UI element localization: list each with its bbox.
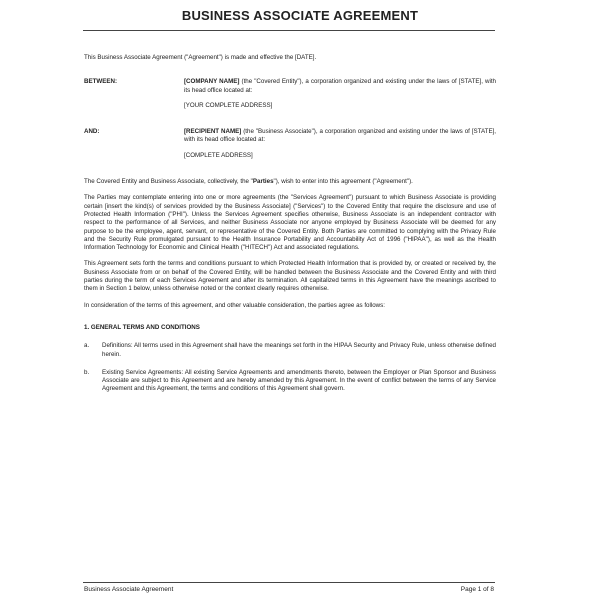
item-definitions: Definitions: All terms used in this Agreement shall have the meanings set forth in the HIPAA Security and Privacy Rule, unless otherwise defined herein. — [102, 342, 496, 358]
item-marker: b. — [84, 368, 90, 376]
between-name: [COMPANY NAME] — [184, 78, 240, 86]
document-title: BUSINESS ASSOCIATE AGREEMENT — [181, 8, 419, 23]
and-label: AND: — [84, 128, 100, 136]
footer-page-number: Page 1 of 8 — [460, 586, 494, 593]
parties-paragraph — [84, 178, 496, 186]
between-address: [YOUR COMPLETE ADDRESS] — [184, 101, 273, 109]
parties-post: "), wish to enter into this agreement ("Agreement"). — [273, 178, 413, 186]
services-paragraph: The Parties may contemplate entering into one or more agreements (the "Services Agreement") pursuant to which Business Associate is providing certain [insert the kind(s) of services provided by the Business Associate] ("Services") to the Covered Entity that require the disclosure and use of Protected Health Information ("PHI"). Unless the Services Agreement specifies otherwise, Business Associate is an independent contractor with respect to the performance of all Services, and neither Business Associate nor anyone employed by Business Associate will be deemed for any purpose to be the employee, agent, servant, or representative of the Covered Entity. Both Parties are committed to complying with the Privacy Rule and the Security Rule promulgated pursuant to the Health Insurance Portability and Accountability Act of 1996 ("HIPAA"), as well as the Health Information Technology for Economic and Clinical Health ("HITECH") Act and associated regulations. — [84, 194, 496, 252]
parties-pre: The Covered Entity and Business Associate, collectively, the " — [84, 178, 253, 186]
list-item — [84, 342, 496, 359]
item-existing-agreements: Existing Service Agreements: All existing Service Agreements and amendments thereto, between the Employer or Plan Sponsor and Business Associate are subject to this Agreement and are hereby amended by this Agreement. In the event of conflict between the terms of any Service Agreement and this Agreement, the terms and conditions of this Agreement shall govern. — [102, 368, 496, 393]
between-label: BETWEEN: — [84, 78, 117, 86]
between-text-block — [184, 78, 496, 95]
and-text-block — [184, 128, 496, 145]
section-heading: 1. GENERAL TERMS AND CONDITIONS — [84, 323, 200, 331]
item-marker: a. — [84, 342, 90, 350]
and-text: (the "Business Associate"), a corporation organized and existing under the laws of [STATE], with its head office located at: — [184, 128, 497, 144]
terms-paragraph: This Agreement sets forth the terms and conditions pursuant to which Protected Health Information that is provided by, or created or received by, the Business Associate from or on behalf of the Covered Entity, will be handled between the Business Associate and the Covered Entity and with third parties during the term of each Services Agreement and after its termination. All capitalized terms in this Agreement have the meanings ascribed to them in Section 1 below, unless otherwise noted or the context clearly requires otherwise. — [84, 260, 496, 293]
party-and — [84, 128, 496, 145]
and-name: [RECIPIENT NAME] — [184, 128, 242, 136]
footer-document-name: Business Associate Agreement — [84, 586, 174, 593]
and-address: [COMPLETE ADDRESS] — [184, 151, 253, 159]
consideration-paragraph: In consideration of the terms of this agreement, and other valuable consideration, the parties agree as follows: — [84, 301, 385, 309]
party-between — [84, 78, 496, 95]
footer-divider — [83, 582, 495, 583]
document-body — [84, 54, 496, 404]
parties-term: Parties — [252, 178, 274, 186]
between-text: (the "Covered Entity"), a corporation organized and existing under the laws of [STATE], with its head office located at: — [184, 78, 496, 94]
title-divider — [83, 30, 495, 31]
intro-paragraph: This Business Associate Agreement ("Agreement") is made and effective the [DATE]. — [84, 54, 317, 61]
list-item — [84, 369, 496, 394]
